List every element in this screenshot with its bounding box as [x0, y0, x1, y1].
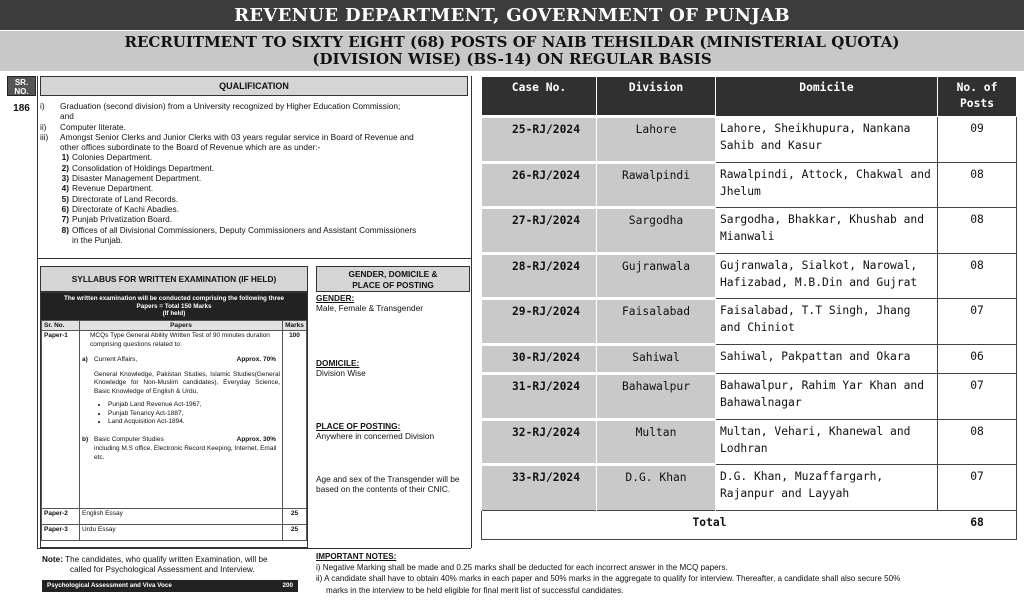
divider	[37, 258, 471, 259]
divider	[471, 76, 472, 548]
office-item: 5) Directorate of Land Records.	[61, 193, 179, 204]
qual-item: other offices subordinate to the Board of Revenue which are as under:-	[60, 142, 321, 153]
subtitle-line-2: (DIVISION WISE) (BS-14) ON REGULAR BASIS	[312, 50, 712, 68]
office-item: 1) Colonies Department.	[61, 152, 153, 163]
important-notes: IMPORTANT NOTES: i) Negative Marking shall be made and 0.25 marks shall be deducted for each incorrect answer in the MCQ papers. ii) A candidate shall have to obtain 40% marks in each paper and 50% marks in the aggregate to qualify for interview. Thereafter, a candidate shall also secure 50% marks in the interview to be held eligible for final merit list of successful candidates.	[316, 552, 901, 595]
posts-table	[481, 76, 1017, 540]
office-item-cont: in the Punjab.	[72, 234, 123, 245]
table-row: 31-RJ/2024 Bahawalpur Bahawalpur, Rahim Yar Khan and Bahawalnagar 07	[482, 373, 1017, 419]
syllabus-note: The written examination will be conducted comprising the following three Papers = Total 150 Marks (If held)	[41, 293, 307, 320]
qual-item: iii) Amongst Senior Clerks and Junior Clerks with 03 years regular service in Board of Revenue and	[40, 131, 414, 142]
office-item: 4) Revenue Department.	[61, 183, 154, 194]
office-item: 3) Disaster Management Department.	[61, 173, 202, 184]
header-domicile: Domicile	[716, 77, 938, 117]
paper-marks: 25	[283, 509, 307, 525]
psych-assessment-bar: Psychological Assessment and Viva Voce 200	[42, 580, 298, 592]
table-row: 25-RJ/2024 Lahore Lahore, Sheikhupura, Nankana Sahib and Kasur 09	[482, 117, 1017, 163]
office-item: 2) Consolidation of Holdings Department.	[61, 162, 215, 173]
papers-table	[41, 320, 307, 541]
qualification-heading: QUALIFICATION	[40, 76, 468, 96]
sr-label: SR.	[14, 78, 29, 87]
table-row: 26-RJ/2024 Rawalpindi Rawalpindi, Attock, Chakwal and Jhelum 08	[482, 162, 1017, 208]
total-row	[482, 510, 1017, 539]
qual-item: and	[60, 111, 74, 122]
posting-section: PLACE OF POSTING: Anywhere in concerned Division	[316, 421, 435, 441]
paper-label: Paper-1	[42, 331, 80, 509]
header-posts: No. of Posts	[938, 77, 1017, 117]
syllabus-table	[40, 292, 308, 548]
subtitle-line-1: RECRUITMENT TO SIXTY EIGHT (68) POSTS OF NAIB TEHSILDAR (MINISTERIAL QUOTA)	[124, 33, 900, 51]
header-case: Case No.	[482, 77, 597, 117]
gender-section: GENDER: Male, Female & Transgender	[316, 293, 423, 313]
qualification-text	[40, 101, 468, 245]
paper-label: Paper-2	[42, 509, 80, 525]
table-row: 27-RJ/2024 Sargodha Sargodha, Bhakkar, Khushab and Mianwali 08	[482, 208, 1017, 254]
transgender-note: Age and sex of the Transgender will be based on the contents of their CNIC.	[316, 474, 460, 494]
syllabus-heading: SYLLABUS FOR WRITTEN EXAMINATION (IF HELD)	[40, 266, 308, 292]
paper-marks: 25	[283, 525, 307, 541]
col-sr: Sr. No.	[42, 321, 80, 331]
gender-domicile-heading: GENDER, DOMICILE & PLACE OF POSTING	[316, 266, 470, 292]
col-papers: Papers	[80, 321, 283, 331]
office-item: 6) Directorate of Kachi Abadies.	[61, 203, 179, 214]
page-subtitle	[0, 31, 1024, 71]
table-row: 32-RJ/2024 Multan Multan, Vehari, Khanewal and Lodhran 08	[482, 419, 1017, 465]
divider	[37, 76, 38, 548]
paper-3-content: Urdu Essay	[80, 525, 283, 541]
paper-1-content: MCQs Type General Ability Written Test of 90 minutes duration comprising questions related to: a) Current Affairs, Approx. 70% General Knowledge, Pakistan Studies, Islamic Studies(General Knowledge for Non-Muslim candidates), Everyday Science, Basic Knowledge of English & Urdu, • Punjab Land Revenue Act-1967, • Punjab Tenancy Act-1887, • Land Acquisition Act-1894. b) Basic Computer Studies Approx. 30% including M.S office, Electronic Record Keeping, Internet, Email etc.	[80, 331, 283, 509]
domicile-section: DOMICILE: Division Wise	[316, 358, 366, 378]
sr-no-header	[7, 76, 36, 96]
col-marks: Marks	[283, 321, 307, 331]
paper-marks: 100	[283, 331, 307, 509]
page-title: REVENUE DEPARTMENT, GOVERNMENT OF PUNJAB	[0, 0, 1024, 30]
office-item: 7) Punjab Privatization Board.	[61, 214, 173, 225]
qual-item: i) Graduation (second division) from a University recognized by Higher Education Commission;	[40, 101, 401, 111]
paper-label: Paper-3	[42, 525, 80, 541]
qual-item: ii) Computer literate.	[40, 121, 126, 132]
interview-note: Note: The candidates, who qualify written Examination, will be called for Psychological Assessment and Interview.	[42, 555, 268, 574]
table-row: 28-RJ/2024 Gujranwala Gujranwala, Sialkot, Narowal, Hafizabad, M.B.Din and Gujrat 08	[482, 253, 1017, 299]
total-label: Total	[482, 510, 938, 539]
table-row: 30-RJ/2024 Sahiwal Sahiwal, Pakpattan and Okara 06	[482, 344, 1017, 373]
header-division: Division	[597, 77, 716, 117]
table-row: 29-RJ/2024 Faisalabad Faisalabad, T.T Singh, Jhang and Chiniot 07	[482, 299, 1017, 345]
paper-2-content: English Essay	[80, 509, 283, 525]
office-item: 8) Offices of all Divisional Commissioners, Deputy Commissioners and Assistant Commissioners	[61, 224, 417, 235]
sr-number: 186	[13, 103, 30, 114]
total-value: 68	[938, 510, 1017, 539]
no-label: NO.	[14, 87, 29, 96]
table-row: 33-RJ/2024 D.G. Khan D.G. Khan, Muzaffargarh, Rajanpur and Layyah 07	[482, 465, 1017, 511]
divider	[37, 548, 471, 549]
